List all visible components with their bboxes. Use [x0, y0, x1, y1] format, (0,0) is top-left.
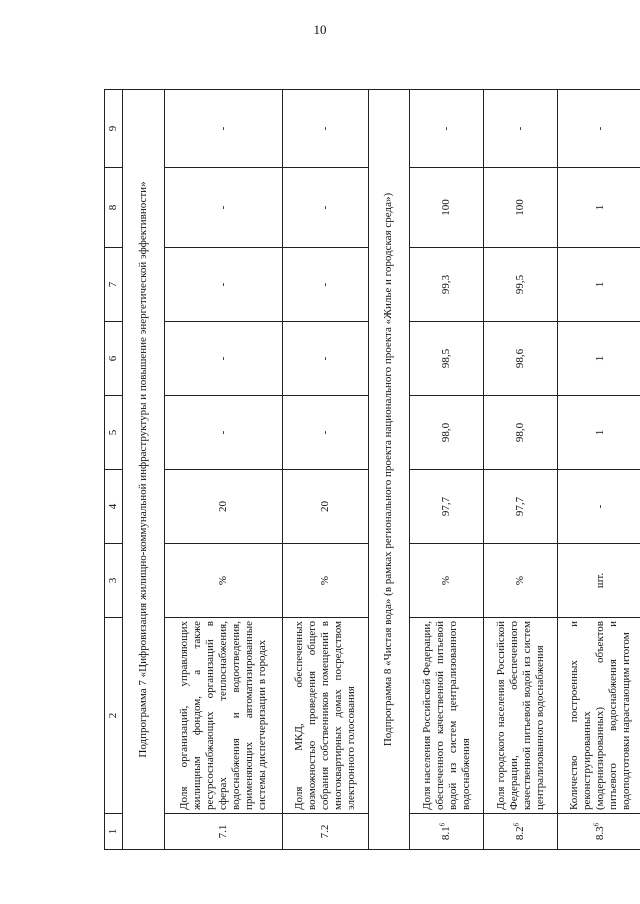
value-cell: 20: [282, 470, 368, 544]
table-row: [282, 90, 368, 850]
value-cell: 98,0: [410, 396, 484, 470]
indicator-name: Доля городского населения Российской Федерации, обеспеченного качественной питьевой водой из систем централизованного водоснабжения: [484, 618, 558, 814]
value-cell: 99,3: [410, 248, 484, 322]
unit-cell: %: [164, 544, 282, 618]
unit-cell: %: [484, 544, 558, 618]
value-cell: 98,5: [410, 322, 484, 396]
rotated-table-container: [104, 90, 640, 850]
section-title: Подпрограмма 7 «Цифровизация жилищно-коммунальной инфраструктуры и повышение энергетической эффективности»: [123, 90, 165, 850]
value-cell: 20: [164, 470, 282, 544]
value-cell: 97,7: [484, 470, 558, 544]
value-cell: 97,7: [410, 470, 484, 544]
row-number-footnote: 6: [438, 822, 447, 827]
value-cell: -: [164, 168, 282, 248]
page-number: 10: [313, 22, 327, 37]
value-cell: -: [282, 396, 368, 470]
unit-cell: шт.: [558, 544, 640, 618]
column-header: 3: [105, 544, 123, 618]
value-cell: -: [282, 168, 368, 248]
value-cell: -: [410, 90, 484, 168]
value-cell: 1: [558, 322, 640, 396]
value-cell: -: [164, 90, 282, 168]
column-numbers-row: [105, 90, 123, 850]
row-number: [410, 814, 484, 850]
value-cell: -: [164, 322, 282, 396]
indicator-name: Количество построенных и реконструированных (модернизированных) объектов питьевого водоснабжения и водоподготовки нарастающим итогом: [558, 618, 640, 814]
value-cell: -: [558, 470, 640, 544]
value-cell: 98,0: [484, 396, 558, 470]
row-number: [164, 814, 282, 850]
row-number-footnote: 6: [512, 822, 521, 827]
value-cell: 1: [558, 396, 640, 470]
section-title: Подпрограмма 8 «Чистая вода» (в рамках регионального проекта национального проекта «Жилье и городская среда»): [368, 90, 410, 850]
column-header: 1: [105, 814, 123, 850]
column-header: 7: [105, 248, 123, 322]
table-row: [558, 90, 640, 850]
value-cell: 99,5: [484, 248, 558, 322]
value-cell: -: [164, 248, 282, 322]
value-cell: 100: [410, 168, 484, 248]
row-number: [484, 814, 558, 850]
unit-cell: %: [282, 544, 368, 618]
row-number-value: 8.2: [514, 826, 526, 841]
value-cell: -: [164, 396, 282, 470]
row-number: [282, 814, 368, 850]
indicator-name: Доля организаций, управляющих жилищным фондом, а также ресурсоснабжающих организаций в сферах теплоснабжения, водоснабжения и водоотведения, применяющих автоматизированные системы диспетчеризации в городах: [164, 618, 282, 814]
value-cell: -: [282, 90, 368, 168]
table-row: [410, 90, 484, 850]
value-cell: 100: [484, 168, 558, 248]
value-cell: -: [484, 90, 558, 168]
row-number-value: 7.1: [216, 824, 229, 839]
unit-cell: %: [410, 544, 484, 618]
value-cell: -: [282, 248, 368, 322]
table-row: [484, 90, 558, 850]
column-header: 8: [105, 168, 123, 248]
value-cell: 1: [558, 168, 640, 248]
column-header: 5: [105, 396, 123, 470]
indicators-table: [104, 89, 640, 850]
value-cell: 98,6: [484, 322, 558, 396]
section-row: [368, 90, 410, 850]
value-cell: -: [282, 322, 368, 396]
column-header: 2: [105, 618, 123, 814]
row-number-value: 8.1: [440, 826, 452, 841]
section-row: [123, 90, 165, 850]
row-number-value: 8.3: [594, 826, 606, 841]
indicator-name: Доля МКД, обеспеченных возможностью проведения общего собрания собственников помещений в многоквартирных домах посредством электронного голосования: [282, 618, 368, 814]
row-number: [558, 814, 640, 850]
column-header: 9: [105, 90, 123, 168]
row-number-footnote: 6: [592, 822, 601, 827]
column-header: 4: [105, 470, 123, 544]
value-cell: 1: [558, 248, 640, 322]
row-number-value: 7.2: [318, 824, 331, 839]
indicator-name: Доля населения Российской Федерации, обеспеченного качественной питьевой водой из систем централизованного водоснабжения: [410, 618, 484, 814]
column-header: 6: [105, 322, 123, 396]
value-cell: -: [558, 90, 640, 168]
table-row: [164, 90, 282, 850]
